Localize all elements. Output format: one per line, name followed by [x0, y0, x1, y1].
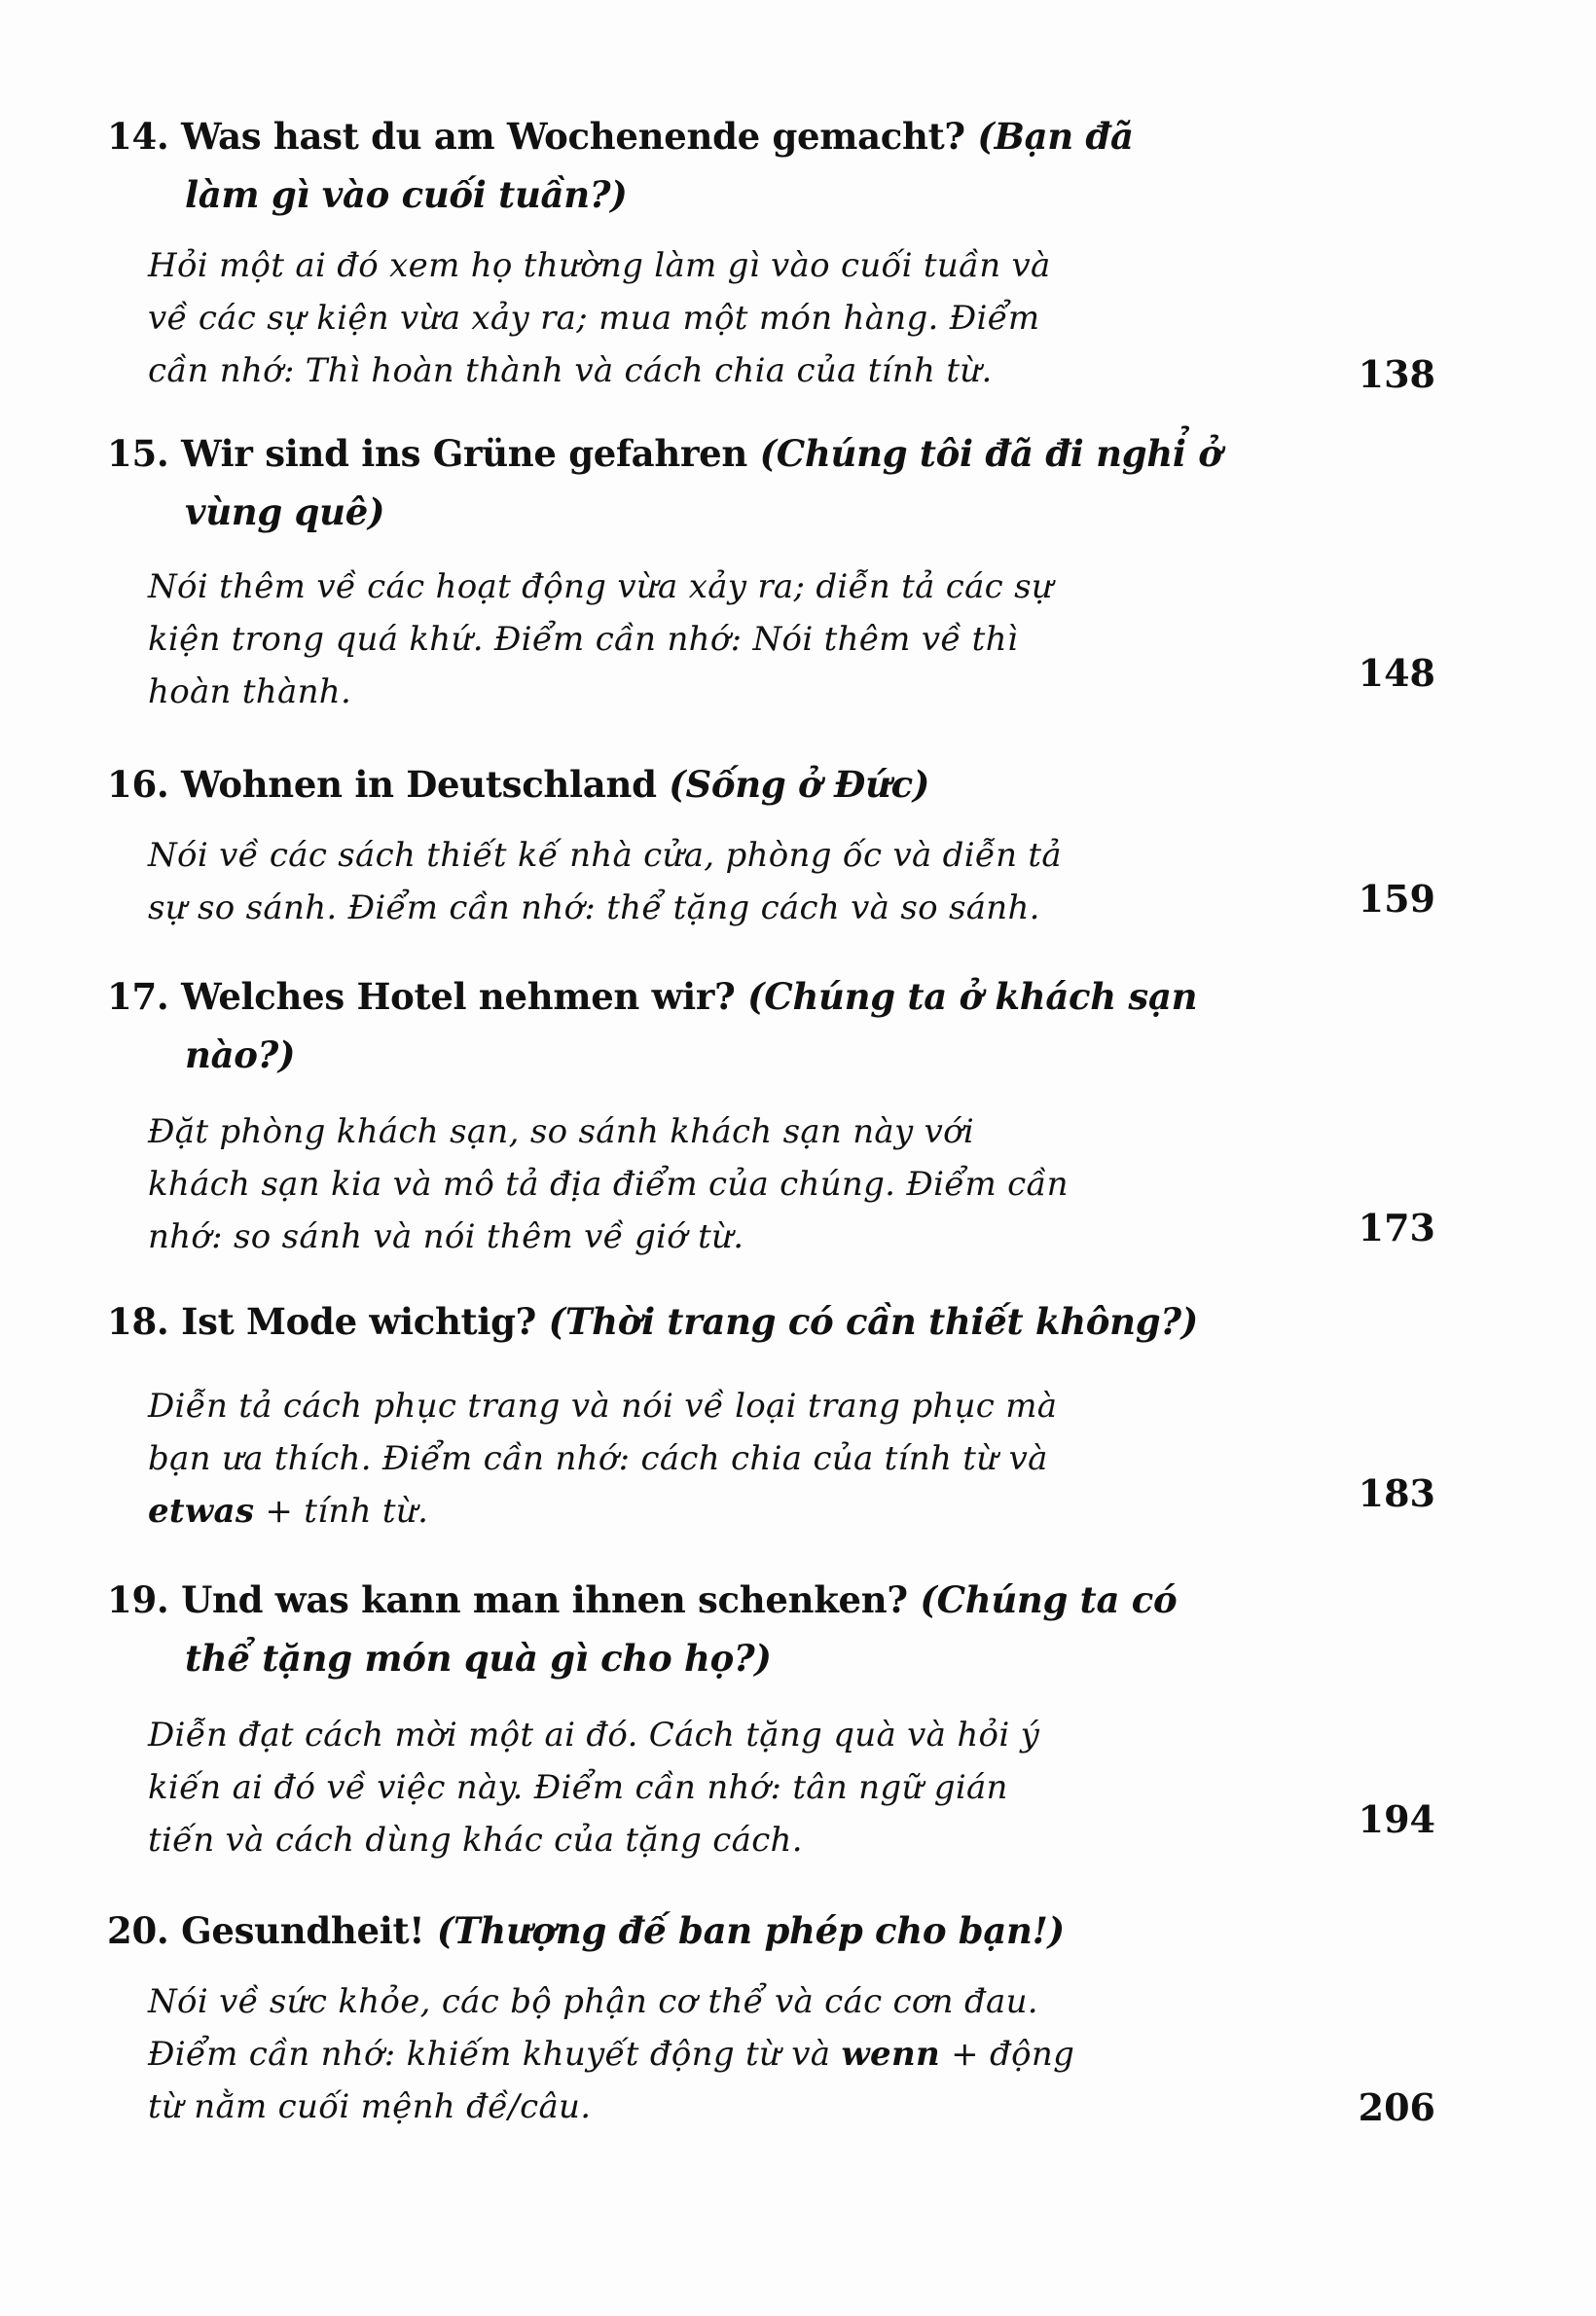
- entry-number: 18.: [107, 1300, 169, 1343]
- description-line: hoàn thành.: [148, 672, 352, 711]
- entry-description: [148, 1380, 1244, 1538]
- entry-description: [148, 1709, 1244, 1866]
- keyword-etwas: etwas: [148, 1492, 255, 1531]
- entry-heading: [107, 1901, 1255, 1960]
- page-number: 138: [1358, 352, 1435, 396]
- description-line: kiến ai đó về việc này. Điểm cần nhớ: tân ngữ gián: [148, 1768, 1008, 1807]
- entry-number: 15.: [107, 432, 169, 475]
- entry-title-vietnamese: (Thời trang có cần thiết không?): [548, 1300, 1198, 1343]
- entry-title-vietnamese-cont: thể tặng món quà gì cho họ?): [185, 1637, 772, 1680]
- description-line: sự so sánh. Điểm cần nhớ: thể tặng cách và so sánh.: [148, 888, 1040, 927]
- entry-heading: [107, 967, 1255, 1084]
- page-number: 173: [1358, 1206, 1435, 1249]
- entry-title-vietnamese-cont: vùng quê): [185, 490, 385, 533]
- description-line: tiến và cách dùng khác của tặng cách.: [148, 1821, 803, 1860]
- entry-title-german: Wohnen in Deutschland: [181, 763, 657, 806]
- entry-description: [148, 1975, 1244, 2133]
- entry-title-vietnamese-cont: nào?): [185, 1033, 296, 1076]
- entry-heading: [107, 424, 1255, 541]
- entry-title-german: Ist Mode wichtig?: [181, 1300, 537, 1343]
- entry-description: [148, 1105, 1244, 1263]
- description-line: Diễn tả cách phục trang và nói về loại trang phục mà: [148, 1387, 1058, 1426]
- description-line: Nói về sức khỏe, các bộ phận cơ thể và các cơn đau.: [148, 1982, 1038, 2021]
- description-line: khách sạn kia và mô tả địa điểm của chúng. Điểm cần: [148, 1165, 1069, 1204]
- entry-number: 19.: [107, 1578, 169, 1621]
- description-line: Nói thêm về các hoạt động vừa xảy ra; diễn tả các sự: [148, 567, 1054, 606]
- entry-title-vietnamese: (Chúng ta ở khách sạn: [747, 975, 1198, 1018]
- description-line: Nói về các sách thiết kế nhà cửa, phòng ốc và diễn tả: [148, 836, 1062, 875]
- entry-title-german: Wir sind ins Grüne gefahren: [181, 432, 747, 475]
- entry-title-german: Und was kann man ihnen schenken?: [181, 1578, 908, 1621]
- entry-number: 14.: [107, 115, 169, 158]
- entry-description: [148, 829, 1244, 934]
- description-line: [148, 1485, 1244, 1538]
- entry-title-vietnamese: (Chúng tôi đã đi nghỉ ở: [759, 432, 1222, 475]
- description-line: cần nhớ: Thì hoàn thành và cách chia của tính từ.: [148, 351, 993, 390]
- entry-description: [148, 561, 1244, 718]
- entry-heading: [107, 755, 1255, 814]
- entry-title-german: Gesundheit!: [181, 1909, 425, 1952]
- description-line: Đặt phòng khách sạn, so sánh khách sạn này với: [148, 1112, 975, 1151]
- description-line: về các sự kiện vừa xảy ra; mua một món hàng. Điểm: [148, 299, 1040, 338]
- entry-number: 20.: [107, 1909, 169, 1952]
- entry-heading: [107, 1571, 1255, 1687]
- entry-title-vietnamese: (Chúng ta có: [920, 1578, 1178, 1621]
- page-number: 183: [1358, 1471, 1435, 1515]
- description-line: nhớ: so sánh và nói thêm về giớ từ.: [148, 1217, 744, 1256]
- page-number: 148: [1358, 651, 1435, 695]
- page-number: 159: [1358, 877, 1435, 921]
- entry-number: 16.: [107, 763, 169, 806]
- description-line: bạn ưa thích. Điểm cần nhớ: cách chia của tính từ và: [148, 1439, 1048, 1478]
- description-text: + tính từ.: [254, 1492, 429, 1531]
- entry-title-vietnamese: (Thượng đế ban phép cho bạn!): [436, 1909, 1065, 1952]
- description-text: Điểm cần nhớ: khiếm khuyết động từ và: [148, 2035, 842, 2074]
- entry-description: [148, 239, 1244, 397]
- entry-title-german: Was hast du am Wochenende gemacht?: [181, 115, 965, 158]
- page-number: 194: [1358, 1797, 1435, 1841]
- entry-heading: [107, 1292, 1255, 1351]
- description-line: từ nằm cuối mệnh đề/câu.: [148, 2087, 592, 2126]
- description-line: Hỏi một ai đó xem họ thường làm gì vào cuối tuần và: [148, 246, 1051, 285]
- entry-title-vietnamese: (Sống ở Đức): [669, 763, 930, 806]
- page-number: 206: [1358, 2085, 1435, 2129]
- description-line: [148, 2028, 1244, 2081]
- description-text: + động: [940, 2035, 1075, 2074]
- entry-title-vietnamese: (Bạn đã: [977, 115, 1134, 158]
- description-line: Diễn đạt cách mời một ai đó. Cách tặng quà và hỏi ý: [148, 1716, 1040, 1755]
- entry-title-vietnamese-cont: làm gì vào cuối tuần?): [185, 173, 628, 216]
- entry-title-german: Welches Hotel nehmen wir?: [181, 975, 736, 1018]
- entry-heading: [107, 107, 1255, 224]
- description-line: kiện trong quá khứ. Điểm cần nhớ: Nói thêm về thì: [148, 620, 1019, 659]
- entry-number: 17.: [107, 975, 169, 1018]
- keyword-wenn: wenn: [841, 2035, 941, 2074]
